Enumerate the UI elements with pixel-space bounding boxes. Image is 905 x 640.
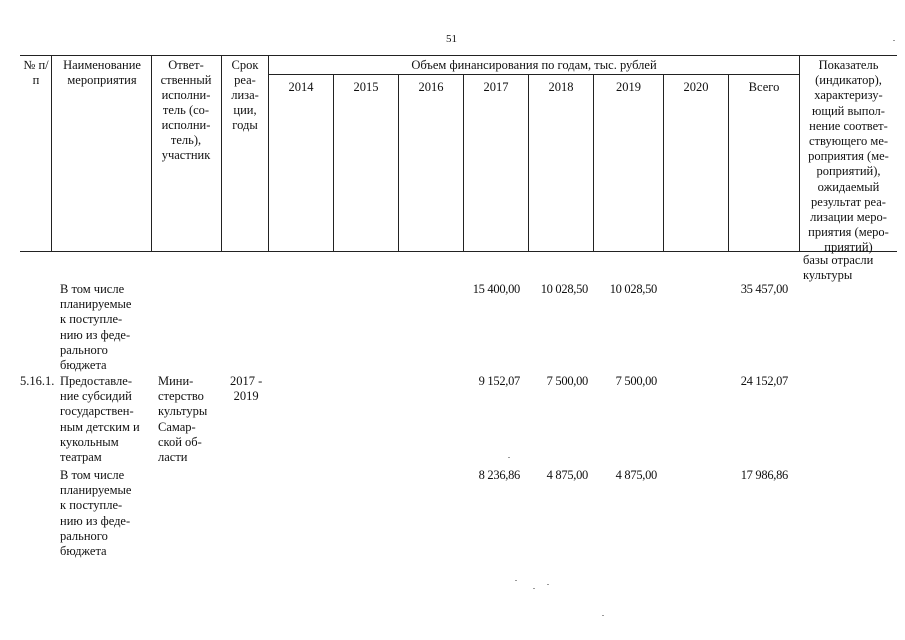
continuation-text-line: культуры [803,268,853,283]
cell-text-line: ской об- [158,434,202,449]
header-col-indicator-line: характеризу- [814,88,883,103]
header-col-name-label: Наименование мероприятия [63,58,141,87]
cell-text-line: театрам [60,450,102,465]
scan-speck [508,457,510,458]
cell-text-line: к поступле- [60,312,123,327]
header-year-2015: 2015 [353,80,379,94]
col-divider [663,74,664,251]
cell-text-line: планируемые [60,297,132,312]
header-col-indicator-line: приятий) [824,240,873,255]
cell-text-line: ным детским и [60,419,140,434]
row-value-2018: 7 500,00 [546,374,588,388]
cell-text-line: рального [60,528,108,543]
continuation-text [803,253,873,283]
header-col-number [22,58,50,88]
row-value-2019: 4 875,00 [615,468,657,482]
header-col-responsible-line: Ответ- [168,58,204,72]
col-divider [593,74,594,251]
cell-text-line: В том числе [60,468,125,482]
row-value-2017: 9 152,07 [478,374,520,388]
header-col-indicator-line: (индикатор), [815,73,882,88]
cell-text-line: кукольным [60,434,119,449]
scan-speck [893,40,895,41]
header-col-responsible-line: участник [161,148,211,162]
header-year-2016: 2016 [418,80,444,94]
header-col-indicator-line: ющий выпол- [812,103,885,118]
row-value-2019: 10 028,50 [609,282,657,296]
header-col-responsible-line: тель (со- [162,103,210,117]
row-value-2018: 10 028,50 [540,282,588,296]
header-col-funding-label: Объем финансирования по годам, тыс. рублей [411,58,657,72]
scan-speck [515,580,517,581]
header-col-indicator-line: ствующего ме- [808,134,889,149]
header-col-indicator-line: результат реа- [811,194,886,209]
header-funding-divider [268,74,799,75]
col-divider [51,55,52,251]
row-name [60,374,140,465]
row-value-total: 17 986,86 [740,468,788,482]
header-col-responsible-line: ственный [160,73,212,87]
header-col-indicator-line: роприятий), [816,164,881,179]
cell-text-line: нию из феде- [60,327,131,342]
col-divider [463,74,464,251]
row-number: 5.16.1. [20,374,55,388]
header-col-responsible [152,58,220,163]
header-col-indicator-line: лизации меро- [810,210,887,225]
header-bottom-border [20,251,897,252]
cell-text-line: стерство [158,389,204,404]
row-value-2017: 8 236,86 [478,468,520,482]
cell-text-line: ласти [158,450,188,465]
row-value-total: 35 457,00 [740,282,788,296]
header-col-responsible-line: исполни- [161,118,211,132]
cell-text-line: планируемые [60,483,132,498]
header-col-term-line: годы [232,118,258,132]
col-divider [728,74,729,251]
cell-text-line: 2017 - [230,374,263,388]
cell-text-line: В том числе [60,282,125,296]
cell-text-line: Самар- [158,419,196,434]
header-year-2019: 2019 [616,80,641,94]
row-value-2018: 4 875,00 [546,468,588,482]
header-col-indicator [800,58,897,256]
header-col-responsible-line: исполни- [161,88,211,102]
scan-speck [533,588,535,589]
header-col-indicator-line: роприятия (ме- [808,149,889,164]
page-number: 51 [446,33,457,45]
cell-text-line: государствен- [60,404,134,419]
header-col-number-label: № п/п [23,58,49,87]
row-name [60,282,131,373]
cell-text-line: к поступле- [60,498,123,513]
col-divider [398,74,399,251]
header-year-2014: 2014 [288,80,314,94]
header-year-2017: 2017 [483,80,509,94]
scan-speck [602,615,604,616]
col-divider [333,74,334,251]
row-name [60,468,131,559]
cell-text-line: рального [60,342,108,357]
header-col-term-line: ции, [233,103,257,117]
header-col-term-line: реа- [234,73,256,87]
header-col-name [54,58,150,88]
cell-text-line: 2019 [233,389,259,404]
row-value-2017: 15 400,00 [472,282,520,296]
header-col-indicator-line: нение соответ- [809,118,888,133]
header-year-2020: 2020 [683,80,709,94]
header-col-indicator-line: Показатель [818,58,879,72]
cell-text-line: Мини- [158,374,194,388]
header-col-indicator-line: ожидаемый [817,179,880,194]
row-responsible [158,374,207,465]
row-value-2019: 7 500,00 [615,374,657,388]
scan-speck [547,584,549,585]
cell-text-line: нию из феде- [60,513,131,528]
header-year-2018: 2018 [548,80,574,94]
cell-text-line: Предоставле- [60,374,132,388]
row-value-total: 24 152,07 [740,374,788,388]
cell-text-line: бюджета [60,544,107,559]
col-divider [528,74,529,251]
continuation-text-line: базы отрасли [803,253,874,267]
header-col-funding [269,58,799,73]
cell-text-line: культуры [158,404,208,419]
cell-text-line: бюджета [60,358,107,373]
header-col-term-line: Срок [231,58,259,72]
header-col-responsible-line: тель), [170,133,202,147]
row-term [230,374,262,404]
header-year-total: Всего [748,80,780,94]
cell-text-line: ние субсидий [60,389,132,404]
header-col-term-line: лиза- [231,88,259,102]
header-col-term [222,58,268,133]
header-col-indicator-line: приятия (меро- [808,225,889,240]
